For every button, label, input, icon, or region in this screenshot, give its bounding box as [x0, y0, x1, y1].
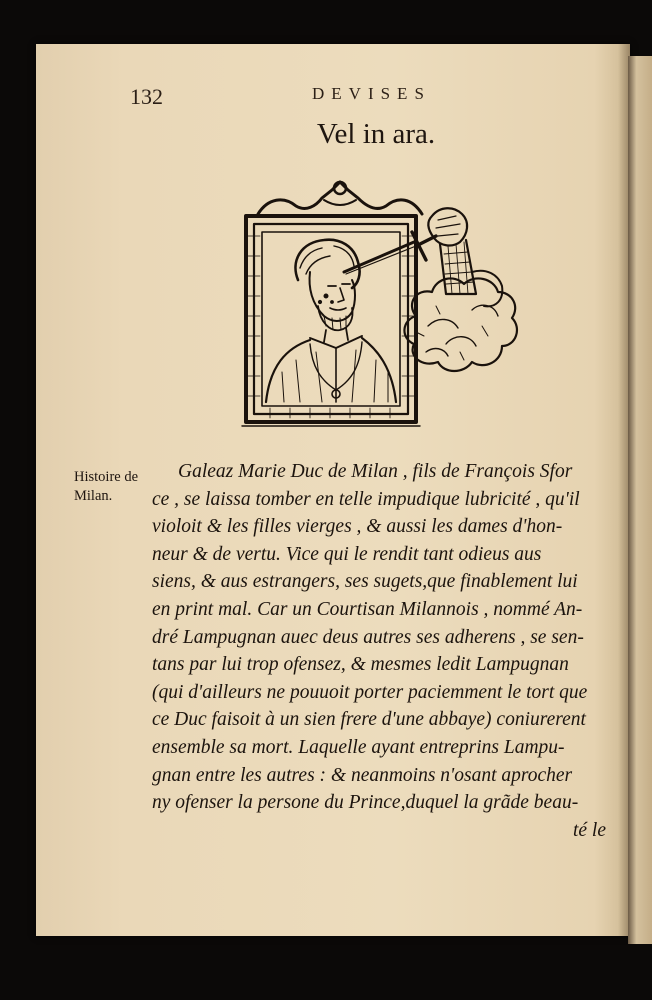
body-line: dré Lampugnan auec deus autres ses adherens , se sen- [152, 626, 584, 648]
body-text [152, 458, 614, 844]
body-line: ensemble sa mort. Laquelle ayant entreprins Lampu- [152, 736, 565, 758]
margin-note-line: Milan. [74, 488, 113, 504]
body-line: ce Duc faisoit à un sien frere d'une abbaye) coniurerent [152, 709, 586, 731]
body-line: siens, & aus estrangers, ses sugets,que finablement lui [152, 571, 578, 593]
body-line: ce , se laissa tomber en telle impudique lubricité , qu'il [152, 488, 580, 510]
body-line: neur & de vertu. Vice qui le rendit tant odieus aus [152, 543, 542, 565]
running-title: DEVISES [312, 84, 431, 103]
body-line: té le [572, 819, 606, 841]
body-line: gnan entre les autres : & neanmoins n'osant aprocher [152, 764, 573, 786]
margin-note [74, 468, 164, 506]
body-line: en print mal. Car un Courtisan Milannois , nommé An- [152, 598, 583, 620]
body-line: (qui d'ailleurs ne pouuoit porter paciemment le tort que [152, 681, 588, 703]
page-number: 132 [130, 84, 163, 109]
body-line: Galeaz Marie Duc de Milan , fils de François Sfor [178, 461, 573, 482]
next-page-edge [628, 56, 652, 944]
body-line: tans par lui trop ofensez, & mesmes ledit Lampugnan [152, 654, 569, 676]
woodcut-portrait-stabbed-by-hand-from-cloud-icon [240, 176, 522, 430]
margin-note-line: Histoire de [74, 469, 139, 485]
emblem-motto: Vel in ara. [316, 118, 436, 150]
body-line: violoit & les filles vierges , & aussi les dames d'hon- [152, 516, 563, 538]
body-line: ny ofenser la persone du Prince,duquel la grãde beau- [152, 792, 579, 814]
